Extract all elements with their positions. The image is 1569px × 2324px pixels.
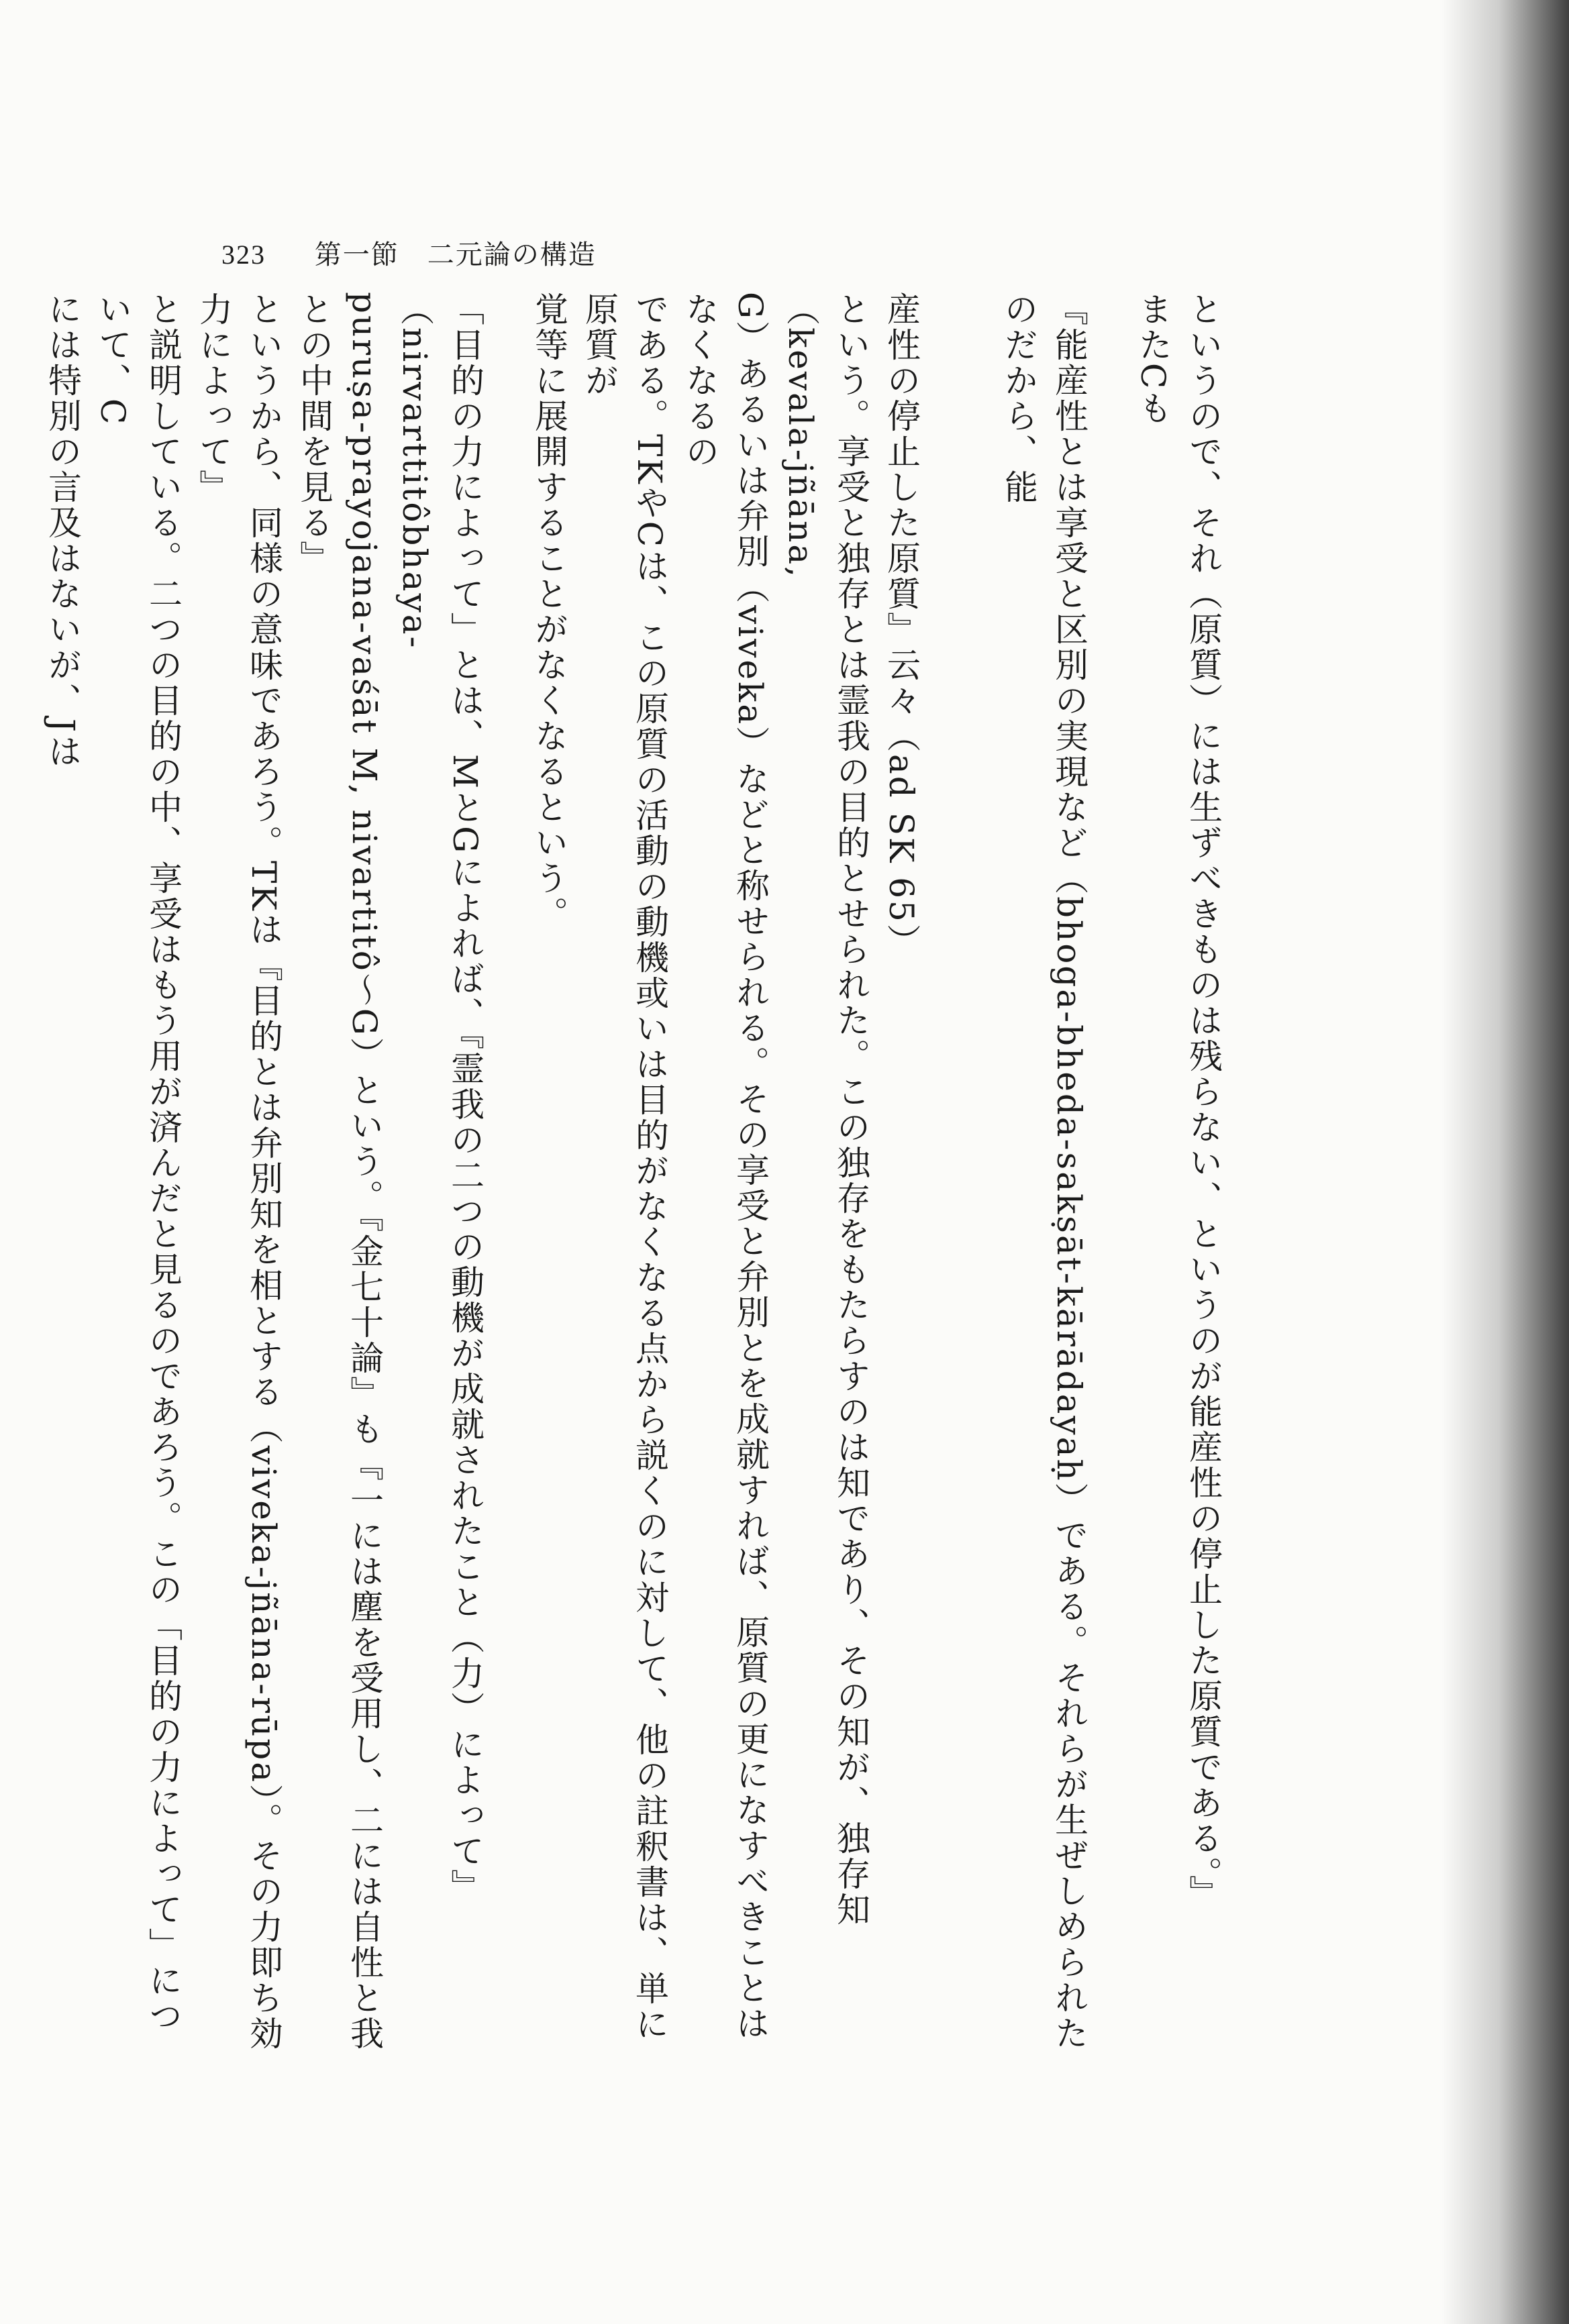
text-line: またCも: [1133, 292, 1172, 427]
text-line: G）あるいは弁別（viveka）などと称せられる。その享受と弁別とを成就すれば、原質の更になすべきことはなくなるの: [680, 292, 770, 2042]
vertical-body-text: [43, 292, 1329, 2056]
text-line: 『能産性とは享受と区別の実現など（bhoga-bheda-sakṣāt-kārādayaḥ）である。それらが生ぜしめられたのだから、能: [999, 292, 1089, 2052]
running-header: [221, 233, 597, 272]
text-line: というから、同様の意味であろう。TKは『目的とは弁別知を相とする（viveka-jñāna-rūpa）。その力即ち効力によって』: [194, 292, 283, 2052]
text-line: 「目的の力によって」とは、MとGによれば、『霊我の二つの動機が成就されたこと（力）によって』（nirvarttitôbhaya-: [395, 292, 485, 1905]
text-line: である。TKやCは、この原質の活動の動機或いは目的がなくなる点から説くのに対して、他の註釈書は、単に原質が: [580, 292, 669, 2042]
text-line: には特別の言及はないが、Jは: [43, 292, 82, 770]
page-number: 323: [221, 240, 266, 270]
text-line: puruṣa-prayojana-vaśāt M, nivartitô～G）という。『金七十論』も『一には塵を受用し、二には自性と我との中間を見る』: [295, 292, 384, 2052]
text-line: 産性の停止した原質』云々（ad SK 65）: [882, 292, 921, 959]
text-line: というので、それ（原質）には生ずべきものは残らない、というのが能産性の停止した原質である。』: [1184, 292, 1223, 1911]
text-line: という。享受と独存とは霊我の目的とせられた。この独存をもたらすのは知であり、その知が、独存知（kevala-jñāna,: [781, 292, 870, 1927]
binding-shadow: [1441, 0, 1569, 2324]
text-line: 覚等に展開することがなくなるという。: [529, 292, 568, 932]
section-title: 第一節 二元論の構造: [314, 240, 597, 270]
text-line: と説明している。二つの目的の中、享受はもう用が済んだと見るのであろう。この「目的の力によって」について、C: [93, 292, 183, 2034]
